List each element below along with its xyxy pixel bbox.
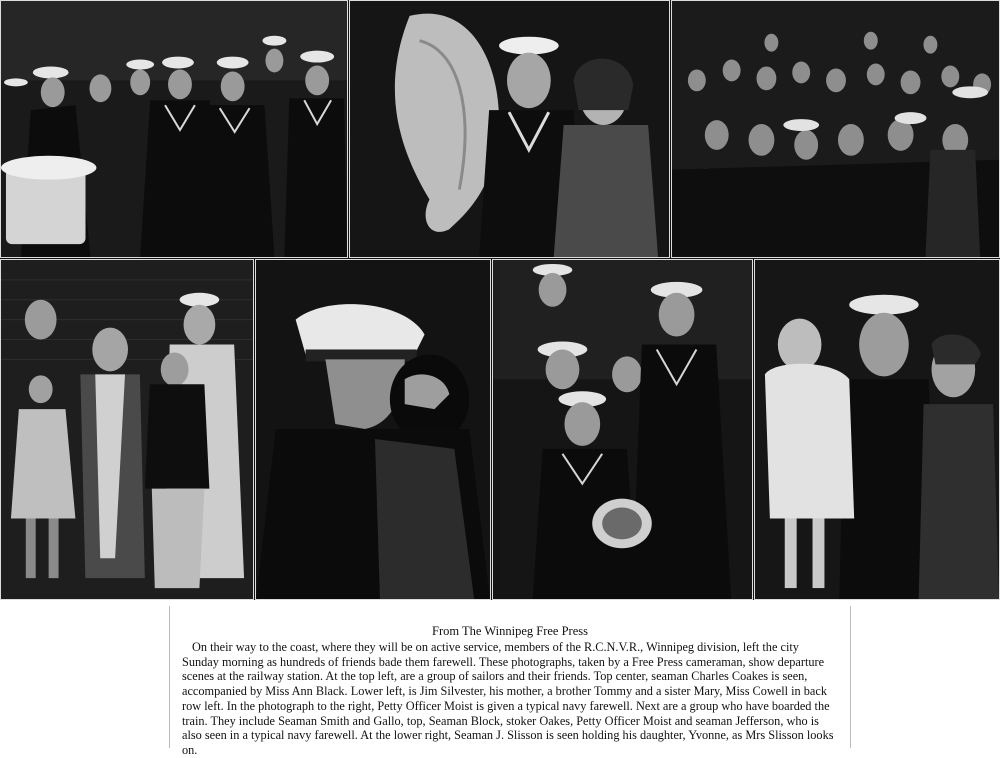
photo-coakes-and-black <box>349 0 670 258</box>
newspaper-caption <box>169 606 851 757</box>
caption-source: From The Winnipeg Free Press <box>432 624 588 638</box>
photo-slisson-family <box>754 259 1000 600</box>
photo-train-group <box>492 259 753 600</box>
photo-sailors-group <box>0 0 348 258</box>
photo-silvester-family <box>0 259 254 600</box>
photo-moist-farewell <box>255 259 491 600</box>
photo-station-crowd <box>671 0 1000 258</box>
caption-text: On their way to the coast, where they will be on active service, members of the R.C.N.V.R., Winnipeg division, left the city Sunday morning as hundreds of friends bade them farewell. These photographs, taken by a Free Press cameraman, show departure scenes at the railway station. At the top left, are a group of sailors and their friends. Top center, seaman Charles Coakes is seen, accompanied by Miss Ann Black. Lower left, is Jim Silvester, his mother, a brother Tommy and a sister Mary, Miss Cowell in back row left. In the photograph to the right, Petty Officer Moist is given a typical navy farewell. Next are a group who have boarded the train. They include Seaman Smith and Gallo, top, Seaman Block, stoker Oakes, Petty Officer Moist and seaman Jefferson, who is also seen in a typical navy farewell. At the lower right, Seaman J. Slisson is seen holding his daughter, Yvonne, as Mrs Slisson looks on. <box>182 640 834 757</box>
